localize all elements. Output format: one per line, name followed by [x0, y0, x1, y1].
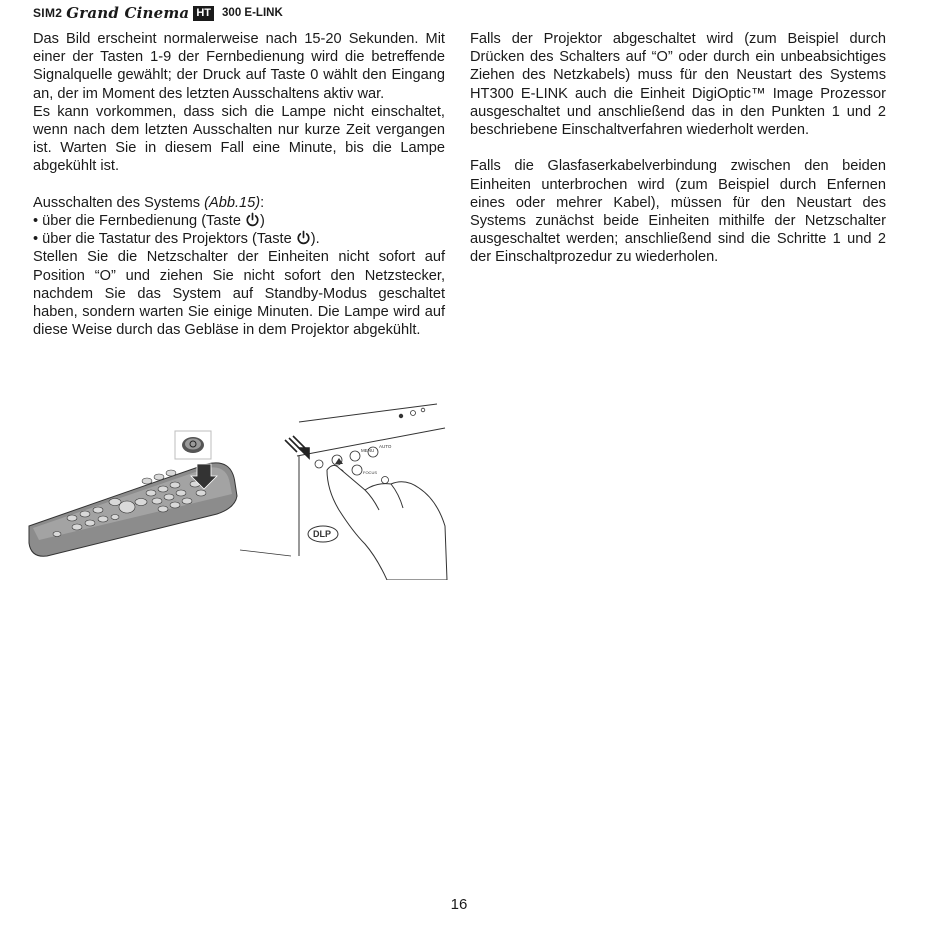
left-column [33, 30, 445, 339]
auto-label: AUTO [379, 444, 392, 449]
paragraph-warning: Stellen Sie die Netzschalter der Einheiten nicht sofort auf Position “O” und ziehen Sie nicht sofort den Netzstecker, nachdem Sie das System auf Standby-Modus geschaltet haben, sondern warten Sie einige Minuten. Die Lampe wird auf diese Weise durch das Gebläse in dem Projektor abgekühlt. [33, 249, 445, 339]
brand-grand-cinema: Grand Cinema [66, 4, 190, 22]
shutdown-illustration [27, 398, 449, 580]
remote-control-icon [29, 463, 237, 556]
table-edge [240, 550, 291, 556]
dlp-logo [308, 526, 338, 542]
paragraph-startup: Das Bild erscheint normalerweise nach 15-20 Sekunden. Mit einer der Tasten 1-9 der Fernbedienung wird die betreffende Signalquelle gewählt; der Druck auf Taste 0 wählt den Eingang an, der im Moment des letzten Ausschaltens aktiv war. [33, 31, 445, 102]
paragraph-restart: Falls der Projektor abgeschaltet wird (zum Beispiel durch Drücken des Schalters auf “O” oder durch ein unbeabsichtiges Ziehen des Netzkabels) muss für den Neustart des Systems HT300 E-LINK auch die Einheit DigiOptic™ Image Prozessor ausgeschaltet und anschließend das in den Punkten 1 und 2 beschriebene Einschaltverfahren wiederholt werden. [470, 31, 886, 139]
focus-label: FOCUS [363, 470, 377, 475]
paragraph-lamp: Es kann vorkommen, dass sich die Lampe nicht einschaltet, wenn nach dem letzten Ausschalten nur kurze Zeit vergangen ist. Warten Sie in diesem Fall eine Minute, bis die Lampe abgekühlt ist. [33, 103, 445, 175]
menu-label: MENU [361, 448, 375, 453]
figure-ref: (Abb.15) [204, 194, 261, 211]
right-column [470, 30, 886, 267]
brand-ht-badge: HT [193, 6, 214, 21]
paragraph-shutdown-heading: Ausschalten des Systems (Abb.15): [33, 194, 265, 211]
power-key-callout [175, 431, 211, 459]
page-header [33, 3, 283, 23]
motion-lines [285, 436, 309, 458]
brand-sim2: SIM2 [33, 6, 63, 20]
brand-model: 300 E-LINK [222, 7, 283, 19]
svg-text:DLP: DLP [313, 529, 331, 539]
paragraph-fiber: Falls die Glasfaserkabelverbindung zwischen den beiden Einheiten unterbrochen wird (zum Beispiel durch Enfernen eines oder mehrer Kabel), müssen für den Neustart des Systems zunächst beide Einheiten mithilfe der Netzschalter ausgeschaltet werden; anschließend sind die Schritte 1 und 2 der Einschaltprozedur zu wiederholen. [470, 158, 886, 266]
page-number: 16 [450, 896, 468, 913]
power-icon [296, 230, 311, 245]
power-icon [245, 212, 260, 227]
bullet-keypad: • über die Tastatur des Projektors (Taste ). [33, 231, 320, 248]
bullet-remote: • über die Fernbedienung (Taste ) [33, 213, 265, 230]
